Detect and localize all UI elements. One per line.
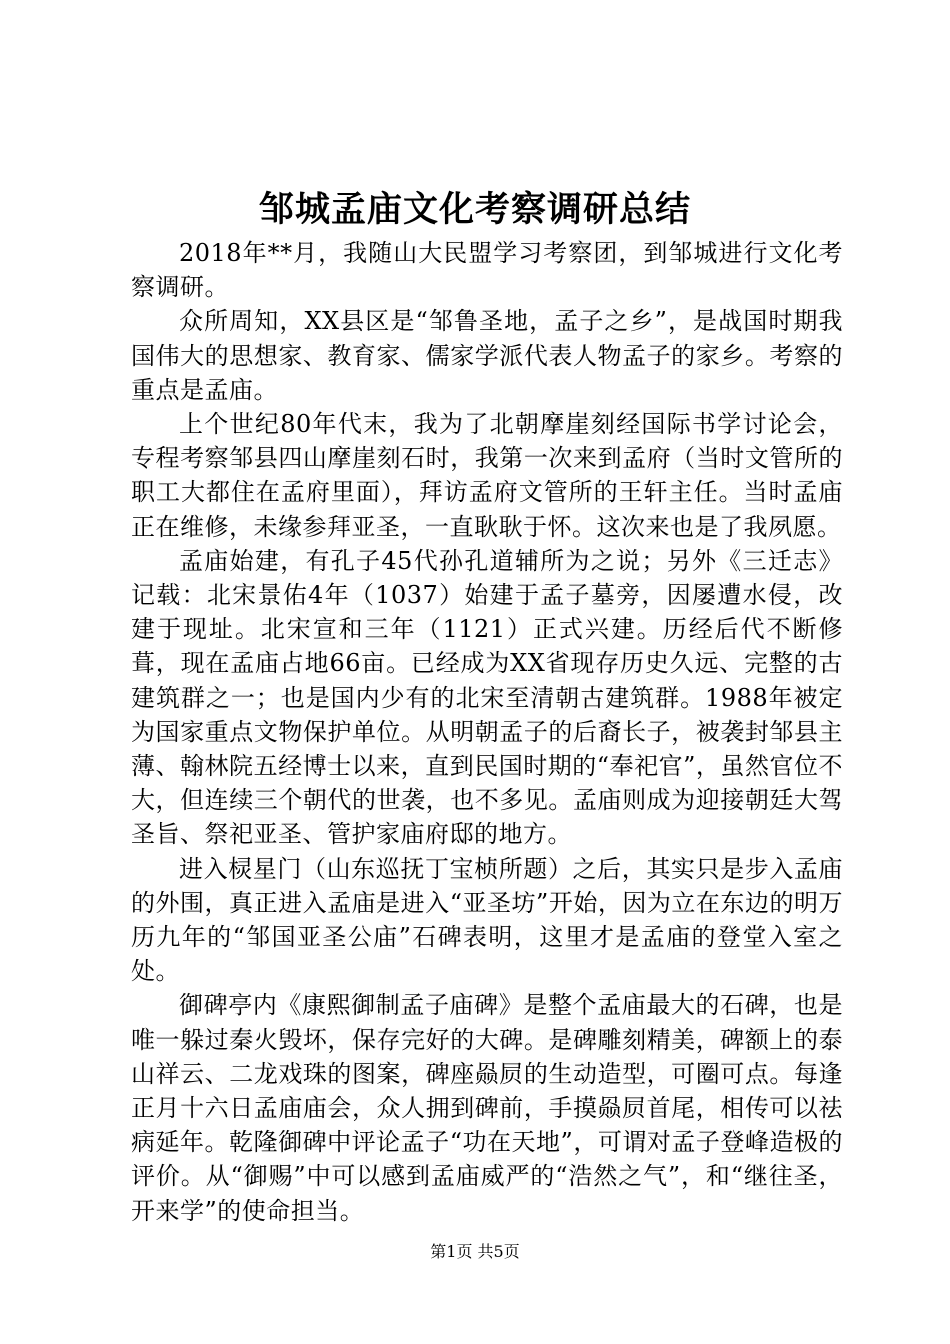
paragraph-6: 御碑亭内《康熙御制孟子庙碑》是整个孟庙最大的石碑，也是唯一躲过秦火毁坏，保存完好的大碑。是碑雕刻精美，碑额上的泰山祥云、二龙戏珠的图案，碑座赑屃的生动造型，可圈可点。每逢正月十六日孟庙庙会，众人拥到碑前，手摸赑屃首尾，相传可以祛病延年。乾隆御碑中评论孟子“功在天地”，可谓对孟子登峰造极的评价。从“御赐”中可以感到孟庙威严的“浩然之气”，和“继往圣，开来学”的使命担当。 [131,991,843,1225]
document-body [131,236,843,1228]
paragraph-5: 进入棂星门（山东巡抚丁宝桢所题）之后，其实只是步入孟庙的外围，真正进入孟庙是进入“亚圣坊”开始，因为立在东边的明万历九年的“邹国亚圣公庙”石碑表明，这里才是孟庙的登堂入室之处。 [131,854,843,986]
paragraph-1: 2018年**月，我随山大民盟学习考察团，到邹城进行文化考察调研。 [131,239,843,302]
paragraph-4: 孟庙始建，有孔子45代孙孔道辅所为之说；另外《三迁志》记载：北宋景佑4年（1037）始建于孟子墓旁，因屡遭水侵，改建于现址。北宋宣和三年（1121）正式兴建。历经后代不断修葺，现在孟庙占地66亩。已经成为XX省现存历史久远、完整的古建筑群之一；也是国内少有的北宋至清朝古建筑群。1988年被定为国家重点文物保护单位。从明朝孟子的后裔长子，被袭封邹县主薄、翰林院五经博士以来，直到民国时期的“奉祀官”，虽然官位不大，但连续三个朝代的世袭，也不多见。孟庙则成为迎接朝廷大驾圣旨、祭祀亚圣、管护家庙府邸的地方。 [131,546,843,849]
page-footer: 第1页 共5页 [430,1242,520,1261]
document-title: 邹城孟庙文化考察调研总结 [258,189,691,230]
paragraph-2: 众所周知，XX县区是“邹鲁圣地，孟子之乡”，是战国时期我国伟大的思想家、教育家、儒家学派代表人物孟子的家乡。考察的重点是孟庙。 [131,307,843,404]
paragraph-3: 上个世纪80年代末，我为了北朝摩崖刻经国际书学讨论会，专程考察邹县四山摩崖刻石时，我第一次来到孟府（当时文管所的职工大都住在孟府里面），拜访孟府文管所的王轩主任。当时孟庙正在维修，未缘参拜亚圣，一直耿耿于怀。这次来也是了我夙愿。 [131,410,843,541]
